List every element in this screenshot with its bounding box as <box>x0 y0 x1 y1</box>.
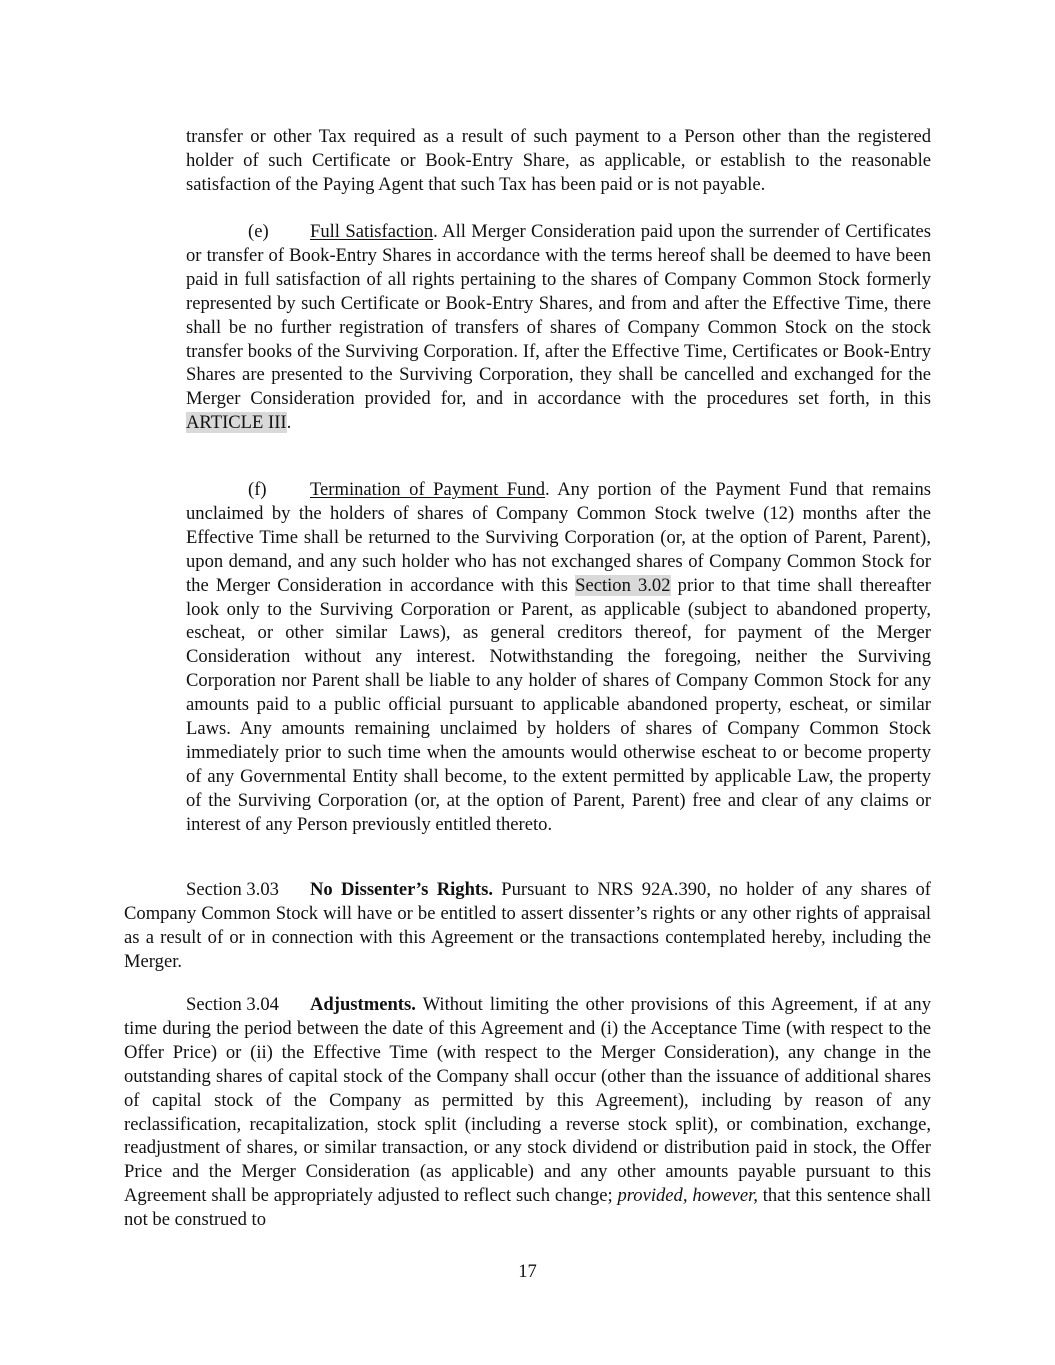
section-3-02-cross-reference[interactable]: Section 3.02 <box>575 574 671 596</box>
section-3-03-number: Section 3.03 <box>186 879 279 900</box>
paragraph-e-body: . All Merger Consideration paid upon the surrender of Certificates or transfer of Book-Entry Shares in accordance with the terms hereof shall be deemed to have been paid in full satisfaction of all rights pertaining to the shares of Company Common Stock formerly represented by such Certificate or Book-Entry Shares, and from and after the Effective Time, there shall be no further registration of transfers of shares of Company Common Stock on the stock transfer books of the Surviving Corporation. If, after the Effective Time, Certificates or Book-Entry Shares are presented to the Surviving Corporation, they shall be cancelled and exchanged for the Merger Consideration provided for, and in accordance with the procedures set forth, in this <box>186 221 931 410</box>
paragraph-e-heading: Full Satisfaction <box>310 221 434 242</box>
continuation-text: transfer or other Tax required as a result of such payment to a Person other than the registered holder of such Certificate or Book-Entry Share, as applicable, or establish to the reasonable satisfaction of the Paying Agent that such Tax has been paid or is not payable. <box>186 126 931 195</box>
section-3-04-proviso: provided, however, <box>617 1185 758 1207</box>
paragraph-f-body: . Any portion of the Payment Fund that remains unclaimed by the holders of shares of Company Common Stock twelve (12) months after the Effective Time shall be returned to the Surviving Corporation (or, at the option of Parent, Parent), upon demand, and any such holder who has not exchanged shares of Company Common Stock for the Merger Consideration in accordance with this <box>186 479 932 596</box>
paragraph-e-end: . <box>286 412 292 434</box>
article-iii-cross-reference[interactable]: ARTICLE III <box>186 412 287 434</box>
paragraph-f-body-continued: prior to that time shall thereafter look only to the Surviving Corporation or Parent, as applicable (subject to abandoned property, escheat, or other similar Laws), as general creditors thereof, for payment of the Merger Consideration without any interest. Notwithstanding the foregoing, neither the Surviving Corporation nor Parent shall be liable to any holder of shares of Company Common Stock for any amounts paid to a public official pursuant to applicable abandoned property, escheat, or similar Laws. Any amounts remaining unclaimed by holders of shares of Company Common Stock immediately prior to such time when the amounts would otherwise escheat to or become property of any Governmental Entity shall become, to the extent permitted by applicable Law, the property of the Surviving Corporation (or, at the option of Parent, Parent) free and clear of any claims or interest of any Person previously entitled thereto. <box>186 574 931 835</box>
paragraph-e-label: (e) <box>248 221 269 242</box>
section-3-04-body: Without limiting the other provisions of this Agreement, if at any time during the period between the date of this Agreement and (i) the Acceptance Time (with respect to the Offer Price) or (ii) the Effective Time (with respect to the Merger Consideration), any change in the outstanding shares of capital stock of the Company shall occur (other than the issuance of additional shares of capital stock of the Company as permitted by this Agreement), including by reason of any reclassification, recapitalization, stock split (including a reverse stock split), or combination, exchange, readjustment of shares, or similar transaction, or any stock dividend or distribution paid in stock, the Offer Price and the Merger Consideration (as applicable) and any other amounts payable pursuant to this Agreement shall be appropriately adjusted to reflect such change; <box>124 994 931 1207</box>
paragraph-f <box>186 478 931 837</box>
page-number: 17 <box>518 1261 537 1282</box>
section-3-04-number: Section 3.04 <box>186 994 279 1015</box>
continuation-paragraph <box>186 125 931 197</box>
section-3-04-body-end: that this sentence shall not be construed to <box>124 1185 931 1231</box>
section-3-03 <box>124 878 931 974</box>
paragraph-e <box>186 220 931 435</box>
section-3-04-title: Adjustments. <box>310 994 416 1015</box>
paragraph-f-heading: Termination of Payment Fund <box>310 479 546 500</box>
section-3-03-title: No Dissenter’s Rights. <box>310 879 493 900</box>
section-3-03-body: Pursuant to NRS 92A.390, no holder of any shares of Company Common Stock will have or be entitled to assert dissenter’s rights or any other rights of appraisal as a result of or in connection with this Agreement or the transactions contemplated hereby, including the Merger. <box>124 879 931 972</box>
paragraph-f-label: (f) <box>248 479 267 500</box>
section-3-04 <box>124 993 931 1232</box>
